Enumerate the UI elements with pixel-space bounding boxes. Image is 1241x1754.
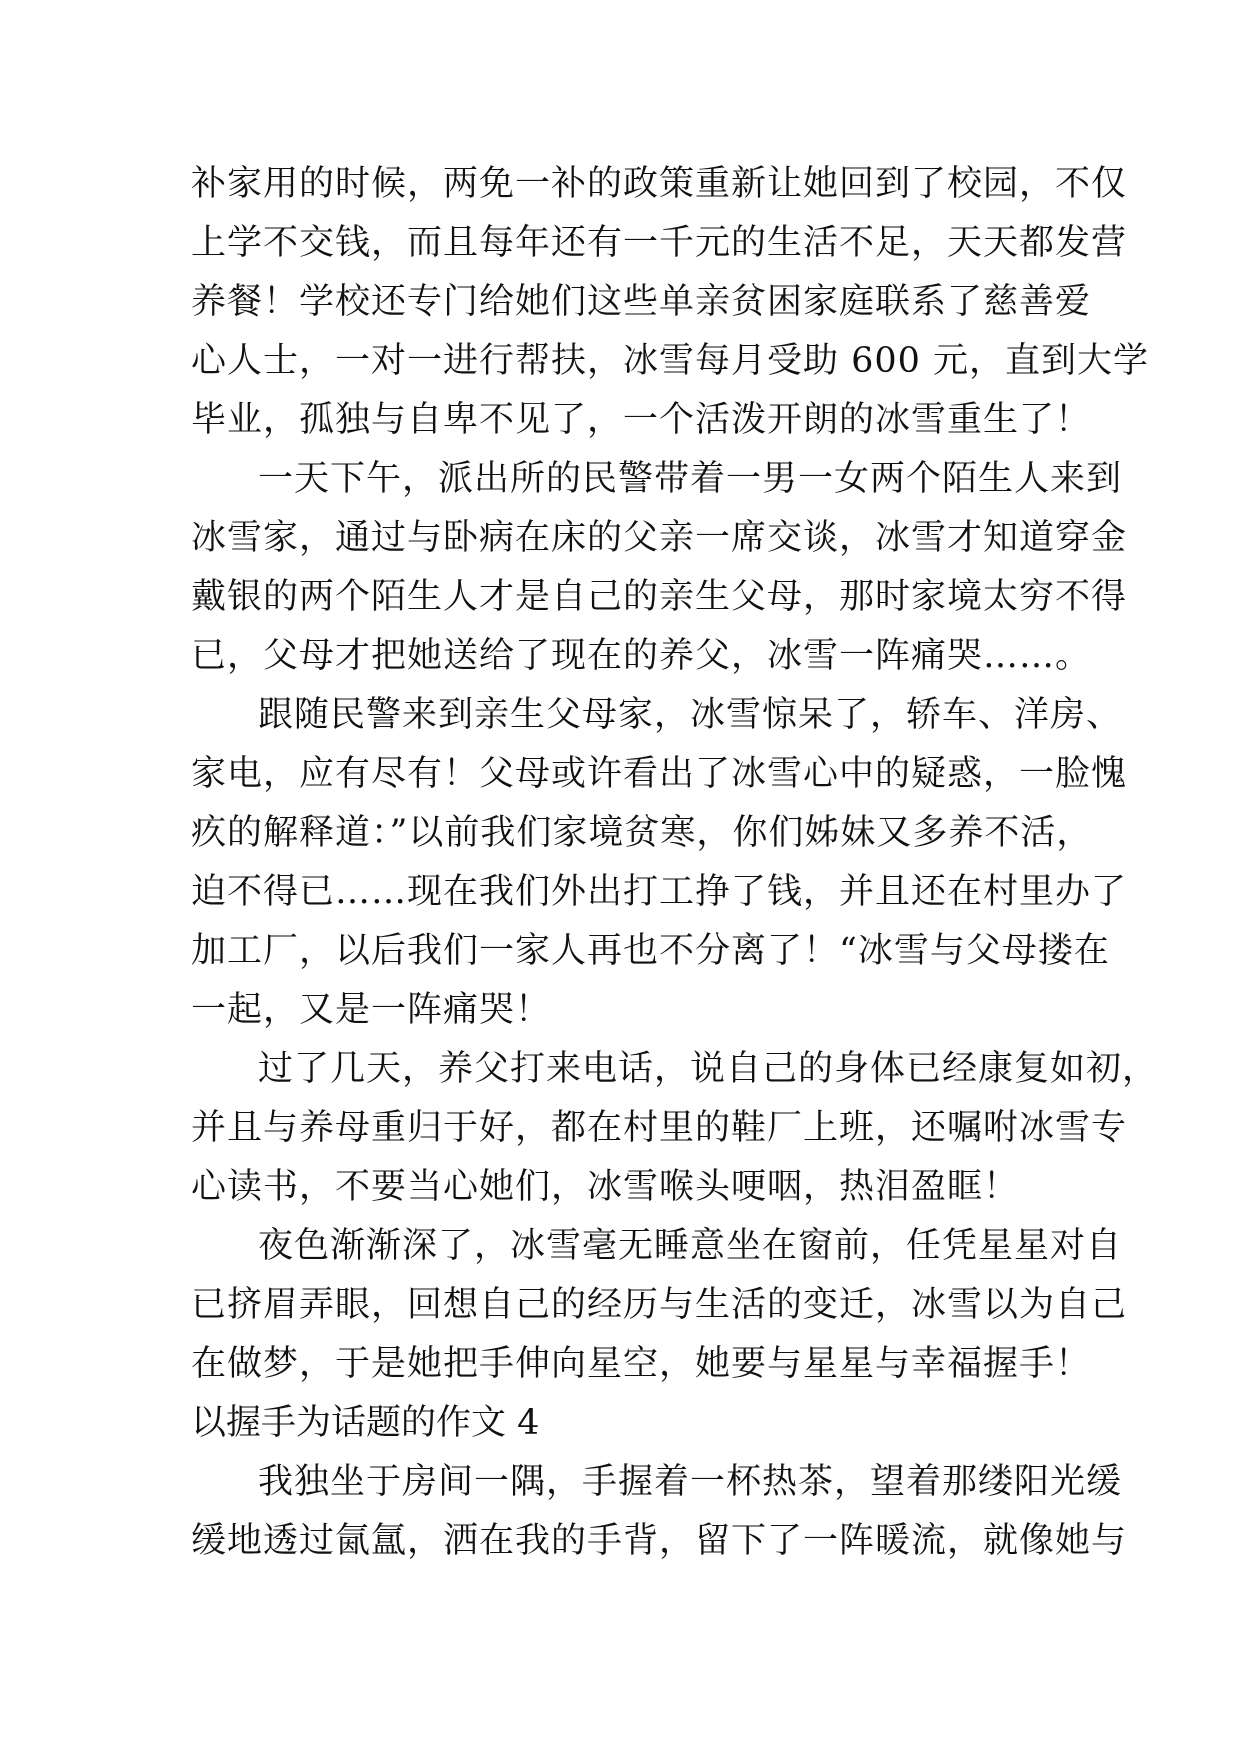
paragraph-line: 养餐！学校还专门给她们这些单亲贫困家庭联系了慈善爱	[191, 282, 1092, 322]
paragraph-line: 已，父母才把她送给了现在的养父，冰雪一阵痛哭……。	[191, 636, 1092, 676]
paragraph-line: 缓地透过氤氲，洒在我的手背，留下了一阵暖流，就像她与	[191, 1521, 1128, 1561]
paragraph-line: 补家用的时候，两免一补的政策重新让她回到了校园，不仅	[191, 164, 1128, 204]
paragraph-line: 上学不交钱，而且每年还有一千元的生活不足，天天都发营	[191, 223, 1128, 263]
paragraph-line: 一起，又是一阵痛哭！	[191, 990, 552, 1030]
paragraph-line: 冰雪家，通过与卧病在床的父亲一席交谈，冰雪才知道穿金	[191, 518, 1128, 558]
paragraph-line: 夜色渐渐深了，冰雪毫无睡意坐在窗前，任凭星星对自	[258, 1226, 1123, 1266]
paragraph-line: 疚的解释道：”以前我们家境贫寒，你们姊妹又多养不活，	[191, 813, 1093, 853]
paragraph-line: 跟随民警来到亲生父母家，冰雪惊呆了，轿车、洋房、	[258, 695, 1123, 735]
paragraph-line: 家电，应有尽有！父母或许看出了冰雪心中的疑惑，一脸愧	[191, 754, 1128, 794]
paragraph-line: 一天下午，派出所的民警带着一男一女两个陌生人来到	[258, 459, 1123, 499]
paragraph-line: 迫不得已……现在我们外出打工挣了钱，并且还在村里办了	[191, 872, 1128, 912]
paragraph-line: 已挤眉弄眼，回想自己的经历与生活的变迁，冰雪以为自己	[191, 1285, 1128, 1325]
paragraph-line: 心读书，不要当心她们，冰雪喉头哽咽，热泪盈眶！	[191, 1167, 1020, 1207]
paragraph-line: 并且与养母重归于好，都在村里的鞋厂上班，还嘱咐冰雪专	[191, 1108, 1128, 1148]
section-heading: 以握手为话题的作文 4	[191, 1403, 540, 1443]
paragraph-line: 我独坐于房间一隅，手握着一杯热茶，望着那缕阳光缓	[258, 1462, 1123, 1502]
paragraph-line: 心人士，一对一进行帮扶，冰雪每月受助 600 元，直到大学	[191, 341, 1150, 381]
paragraph-line: 加工厂，以后我们一家人再也不分离了！“冰雪与父母搂在	[191, 931, 1110, 971]
paragraph-line: 过了几天，养父打来电话，说自己的身体已经康复如初，	[258, 1049, 1159, 1089]
paragraph-line: 在做梦，于是她把手伸向星空，她要与星星与幸福握手！	[191, 1344, 1092, 1384]
paragraph-line: 毕业，孤独与自卑不见了，一个活泼开朗的冰雪重生了！	[191, 400, 1092, 440]
paragraph-line: 戴银的两个陌生人才是自己的亲生父母，那时家境太穷不得	[191, 577, 1128, 617]
